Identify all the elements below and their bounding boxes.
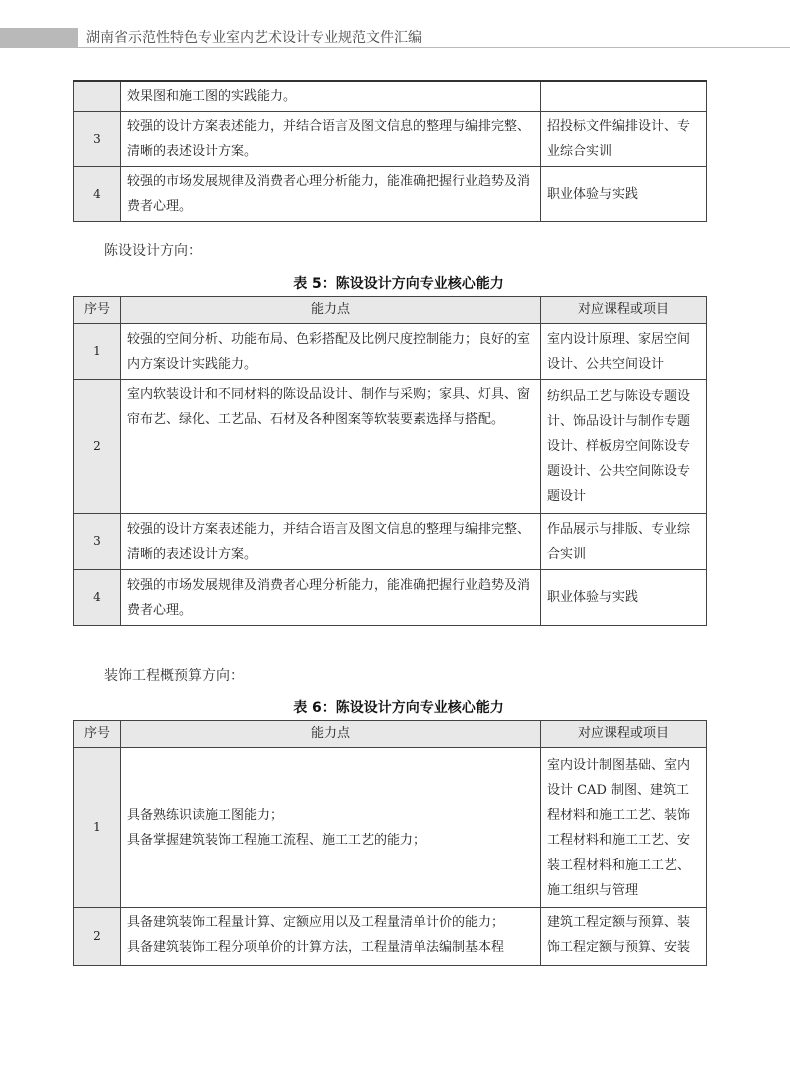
header-bar <box>0 28 78 48</box>
table-row <box>74 324 707 380</box>
table-row <box>74 570 707 626</box>
row-number: 4 <box>74 167 121 222</box>
course-cell: 室内设计制图基础、室内设计 CAD 制图、建筑工程材料和施工工艺、装饰工程材料和施工工艺、安装工程材料和施工工艺、施工组织与管理 <box>541 748 707 908</box>
row-number: 2 <box>74 908 121 966</box>
ability-line: 具备建筑装饰工程量计算、定额应用以及工程量清单计价的能力； <box>127 915 505 930</box>
row-number: 3 <box>74 514 121 570</box>
header-rule <box>78 47 790 48</box>
section-label-furnishing: 陈设设计方向： <box>104 243 202 259</box>
ability-cell: 较强的设计方案表述能力，并结合语言及图文信息的整理与编排完整、清晰的表述设计方案。 <box>121 514 541 570</box>
ability-line: 具备熟练识读施工图能力； <box>127 807 284 823</box>
table-row <box>74 514 707 570</box>
row-number <box>74 81 121 112</box>
table-header-row <box>74 721 707 748</box>
course-cell: 建筑工程定额与预算、装饰工程定额与预算、安装 <box>541 908 707 966</box>
table-row <box>74 112 707 167</box>
ability-cell: 较强的设计方案表述能力，并结合语言及图文信息的整理与编排完整、清晰的表述设计方案。 <box>121 112 541 167</box>
ability-cell <box>121 908 541 966</box>
ability-cell: 效果图和施工图的实践能力。 <box>121 81 541 112</box>
header-ability: 能力点 <box>121 297 541 324</box>
table-4-continued <box>73 80 707 222</box>
course-cell: 纺织品工艺与陈设专题设计、饰品设计与制作专题设计、样板房空间陈设专题设计、公共空间陈设专题设计 <box>541 380 707 514</box>
table-6-caption: 表 6：陈设设计方向专业核心能力 <box>293 700 504 716</box>
ability-cell: 较强的空间分析、功能布局、色彩搭配及比例尺度控制能力；良好的室内方案设计实践能力。 <box>121 324 541 380</box>
table-row <box>74 167 707 222</box>
row-number: 3 <box>74 112 121 167</box>
header-course: 对应课程或项目 <box>541 297 707 324</box>
header-ability: 能力点 <box>121 721 541 748</box>
course-cell: 职业体验与实践 <box>541 167 707 222</box>
row-number: 4 <box>74 570 121 626</box>
table-6 <box>73 720 707 966</box>
section-label-budget: 装饰工程概预算方向： <box>104 668 244 684</box>
ability-line: 具备建筑装饰工程分项单价的计算方法，工程量清单法编制基本程 <box>127 940 505 955</box>
course-cell: 作品展示与排版、专业综合实训 <box>541 514 707 570</box>
header-no: 序号 <box>74 721 121 748</box>
ability-line: 具备掌握建筑装饰工程施工流程、施工工艺的能力； <box>127 832 427 848</box>
table-row <box>74 908 707 966</box>
course-cell <box>541 81 707 112</box>
running-header: 湖南省示范性特色专业室内艺术设计专业规范文件汇编 <box>86 30 422 46</box>
row-number: 1 <box>74 748 121 908</box>
header-course: 对应课程或项目 <box>541 721 707 748</box>
course-cell: 职业体验与实践 <box>541 570 707 626</box>
row-number: 2 <box>74 380 121 514</box>
table-row <box>74 380 707 514</box>
course-cell: 招投标文件编排设计、专业综合实训 <box>541 112 707 167</box>
row-number: 1 <box>74 324 121 380</box>
ability-cell: 较强的市场发展规律及消费者心理分析能力，能准确把握行业趋势及消费者心理。 <box>121 570 541 626</box>
table-5-caption: 表 5：陈设设计方向专业核心能力 <box>293 276 504 292</box>
table-5 <box>73 296 707 626</box>
table-header-row <box>74 297 707 324</box>
ability-cell: 室内软装设计和不同材料的陈设品设计、制作与采购；家具、灯具、窗帘布艺、绿化、工艺品、石材及各种图案等软装要素选择与搭配。 <box>121 380 541 514</box>
header-no: 序号 <box>74 297 121 324</box>
ability-cell <box>121 748 541 908</box>
table-row <box>74 81 707 112</box>
course-cell: 室内设计原理、家居空间设计、公共空间设计 <box>541 324 707 380</box>
ability-cell: 较强的市场发展规律及消费者心理分析能力，能准确把握行业趋势及消费者心理。 <box>121 167 541 222</box>
table-row <box>74 748 707 908</box>
